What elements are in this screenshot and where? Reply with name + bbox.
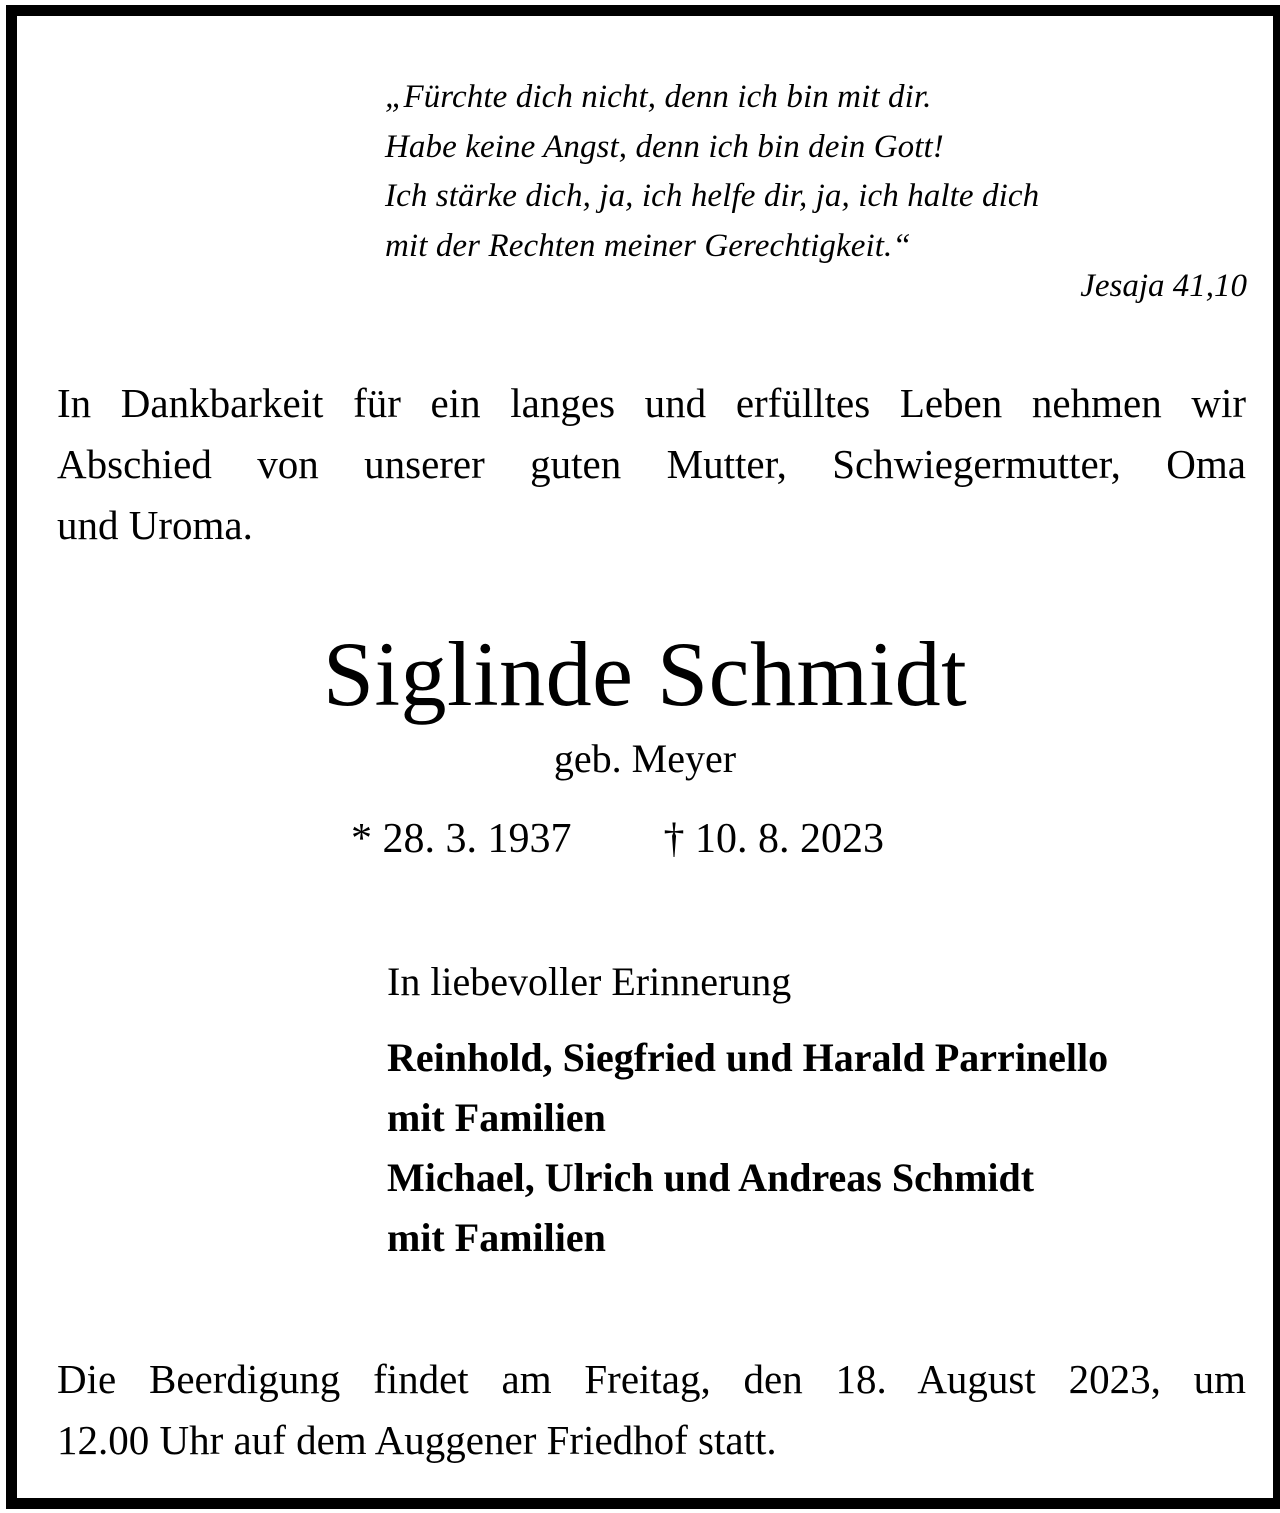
obituary-content [17, 16, 1273, 1498]
mourners-list [387, 1028, 1108, 1268]
intro-line: Abschied von unserer guten Mutter, Schwiegermutter, Oma [57, 441, 1246, 487]
funeral-line: 12.00 Uhr auf dem Auggener Friedhof statt. [57, 1417, 777, 1463]
bible-verse [385, 73, 1039, 271]
mourner-line: Michael, Ulrich und Andreas Schmidt [387, 1155, 1035, 1200]
intro-line: und Uroma. [57, 502, 253, 548]
mourner-line: mit Familien [387, 1215, 606, 1260]
birth-date: * 28. 3. 1937 [351, 816, 572, 862]
verse-line: Habe keine Angst, denn ich bin dein Gott! [385, 128, 944, 165]
remembrance-heading: In liebevoller Erinnerung [387, 959, 792, 1004]
mourner-line: Reinhold, Siegfried und Harald Parrinello [387, 1035, 1109, 1080]
funeral-line: Die Beerdigung findet am Freitag, den 18. August 2023, um [57, 1356, 1246, 1402]
life-dates [351, 811, 884, 867]
intro-text [57, 373, 1246, 556]
verse-line: Ich stärke dich, ja, ich helfe dir, ja, ich halte dich [385, 178, 1040, 214]
funeral-notice [57, 1349, 1246, 1471]
obituary-frame [6, 5, 1280, 1509]
verse-reference: Jesaja 41,10 [1080, 268, 1247, 304]
mourner-line: mit Familien [387, 1095, 606, 1140]
deceased-name: Siglinde Schmidt [322, 623, 968, 725]
verse-line: „Fürchte dich nicht, denn ich bin mit dir. [385, 79, 932, 115]
death-date: † 10. 8. 2023 [663, 816, 884, 862]
maiden-name: geb. Meyer [553, 736, 737, 781]
intro-line: In Dankbarkeit für ein langes und erfülltes Leben nehmen wir [57, 380, 1246, 426]
verse-line: mit der Rechten meiner Gerechtigkeit.“ [385, 227, 911, 264]
